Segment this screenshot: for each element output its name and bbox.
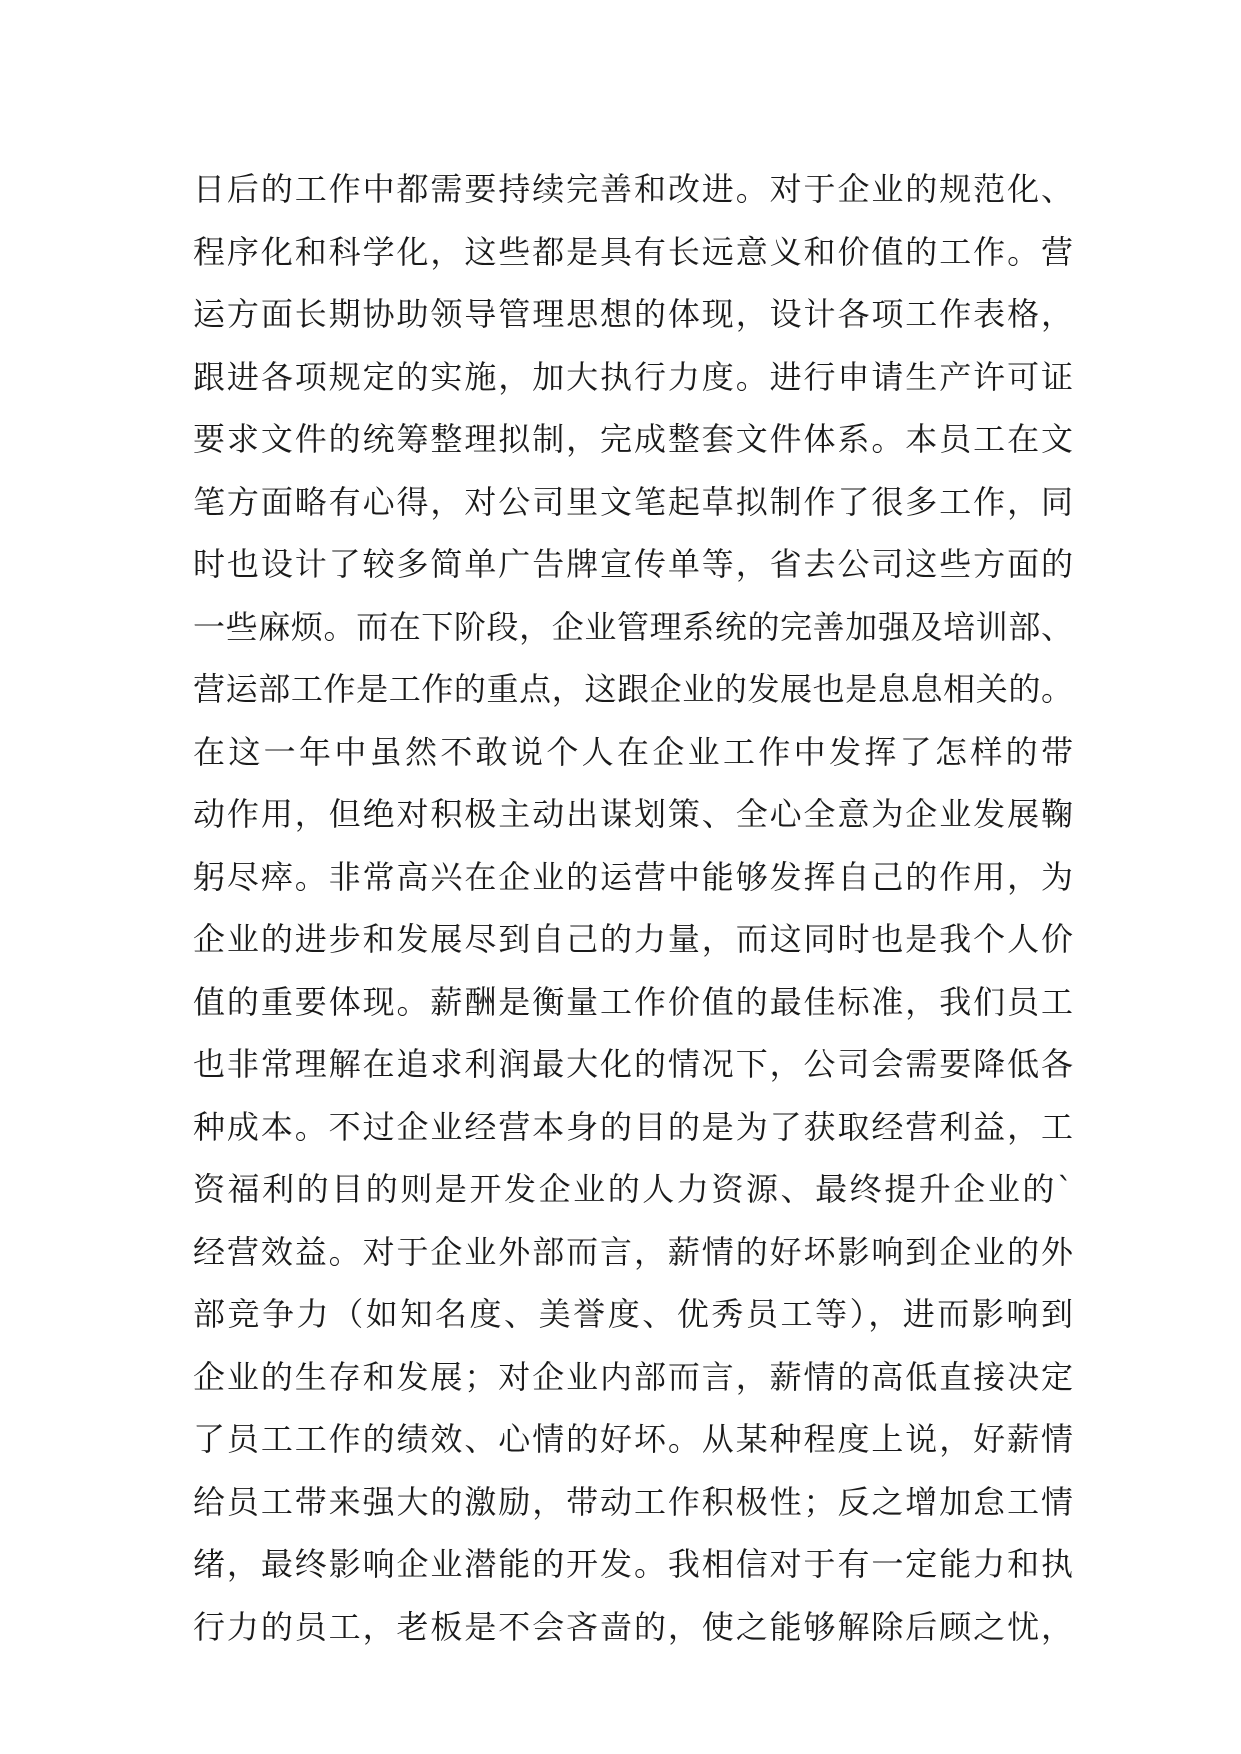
text-line: 资福利的目的则是开发企业的人力资源、最终提升企业的` xyxy=(193,1170,1073,1208)
text-line: 企业的生存和发展；对企业内部而言，薪情的高低直接决定 xyxy=(193,1357,1073,1396)
text-line: 行力的员工，老板是不会吝啬的，使之能够解除后顾之忧， xyxy=(193,1607,1073,1646)
text-line: 绪，最终影响企业潜能的开发。我相信对于有一定能力和执 xyxy=(193,1545,1073,1583)
text-line: 给员工带来强大的激励，带动工作积极性；反之增加怠工情 xyxy=(193,1482,1073,1521)
body-text xyxy=(193,158,1073,1658)
text-line: 部竞争力（如知名度、美誉度、优秀员工等），进而影响到 xyxy=(193,1295,1073,1333)
text-line: 了员工工作的绩效、心情的好坏。从某种程度上说，好薪情 xyxy=(193,1420,1073,1458)
text-line: 笔方面略有心得，对公司里文笔起草拟制作了很多工作，同 xyxy=(193,482,1073,521)
text-line: 日后的工作中都需要持续完善和改进。对于企业的规范化、 xyxy=(193,170,1073,208)
text-line: 一些麻烦。而在下阶段，企业管理系统的完善加强及培训部、 xyxy=(193,607,1073,646)
text-line: 在这一年中虽然不敢说个人在企业工作中发挥了怎样的带 xyxy=(193,732,1073,771)
text-line: 运方面长期协助领导管理思想的体现，设计各项工作表格， xyxy=(193,295,1073,333)
text-line: 程序化和科学化，这些都是具有长远意义和价值的工作。营 xyxy=(193,232,1073,271)
text-line: 躬尽瘁。非常高兴在企业的运营中能够发挥自己的作用，为 xyxy=(193,857,1073,896)
text-line: 时也设计了较多简单广告牌宣传单等，省去公司这些方面的 xyxy=(193,545,1073,583)
text-line: 营运部工作是工作的重点，这跟企业的发展也是息息相关的。 xyxy=(193,670,1073,708)
text-line: 种成本。不过企业经营本身的目的是为了获取经营利益，工 xyxy=(193,1107,1073,1146)
text-line: 值的重要体现。薪酬是衡量工作价值的最佳标准，我们员工 xyxy=(193,982,1073,1021)
text-line: 动作用，但绝对积极主动出谋划策、全心全意为企业发展鞠 xyxy=(193,795,1073,833)
text-line: 经营效益。对于企业外部而言，薪情的好坏影响到企业的外 xyxy=(193,1232,1073,1271)
text-line: 跟进各项规定的实施，加大执行力度。进行申请生产许可证 xyxy=(193,357,1073,396)
text-line: 也非常理解在追求利润最大化的情况下，公司会需要降低各 xyxy=(193,1045,1073,1083)
text-line: 企业的进步和发展尽到自己的力量，而这同时也是我个人价 xyxy=(193,920,1073,958)
text-line: 要求文件的统筹整理拟制，完成整套文件体系。本员工在文 xyxy=(193,420,1073,458)
